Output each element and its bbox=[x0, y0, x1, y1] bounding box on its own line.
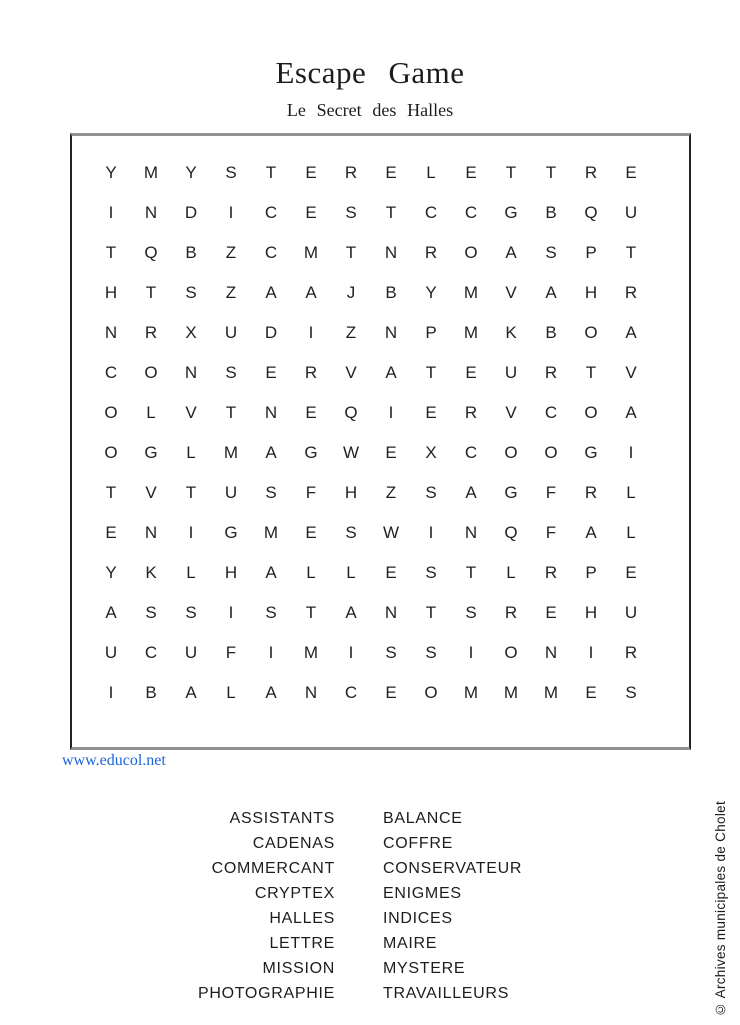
grid-cell: Z bbox=[225, 243, 237, 262]
grid-cell: E bbox=[305, 203, 317, 222]
grid-cell: R bbox=[624, 643, 638, 662]
grid-cell: K bbox=[145, 563, 157, 582]
grid-cell: X bbox=[185, 323, 197, 342]
grid-cell: A bbox=[625, 323, 637, 342]
grid-cell: N bbox=[144, 523, 158, 542]
grid-cell: H bbox=[344, 483, 358, 502]
grid-cell: M bbox=[143, 163, 159, 182]
grid-cell: A bbox=[265, 683, 277, 702]
grid-cell: O bbox=[464, 243, 478, 262]
grid-cell: T bbox=[105, 483, 117, 502]
grid-cell: Z bbox=[345, 323, 357, 342]
grid-cell: Y bbox=[425, 283, 437, 302]
grid-cell: L bbox=[346, 563, 356, 582]
grid-cell: T bbox=[425, 603, 437, 622]
grid-cell: Q bbox=[504, 523, 518, 542]
grid-cell: K bbox=[505, 323, 517, 342]
grid-cell: D bbox=[184, 203, 198, 222]
grid-cell: W bbox=[382, 523, 400, 542]
grid-cell: T bbox=[505, 163, 517, 182]
grid-cell: T bbox=[305, 603, 317, 622]
grid-cell: G bbox=[504, 203, 518, 222]
grid-cell: U bbox=[104, 643, 118, 662]
grid-cell: A bbox=[265, 443, 277, 462]
word-item: CADENAS bbox=[252, 835, 335, 852]
grid-cell: I bbox=[468, 643, 474, 662]
grid-cell: B bbox=[385, 283, 397, 302]
grid-cell: M bbox=[503, 683, 519, 702]
word-list-right-column bbox=[383, 806, 522, 1006]
grid-cell: S bbox=[265, 483, 277, 502]
grid-cell: S bbox=[185, 603, 197, 622]
grid-cell: V bbox=[505, 283, 517, 302]
grid-cell: O bbox=[504, 443, 518, 462]
word-list bbox=[80, 806, 522, 1006]
grid-cell: S bbox=[225, 163, 237, 182]
grid-cell: O bbox=[104, 403, 118, 422]
grid-cell: E bbox=[545, 603, 557, 622]
grid-cell: R bbox=[464, 403, 478, 422]
grid-cell: R bbox=[144, 323, 158, 342]
grid-cell: P bbox=[425, 323, 437, 342]
grid-cell: L bbox=[306, 563, 316, 582]
grid-cell: Y bbox=[105, 163, 117, 182]
grid-cell: S bbox=[145, 603, 157, 622]
grid-cell: S bbox=[425, 483, 437, 502]
grid-cell: I bbox=[108, 683, 114, 702]
word-item: TRAVAILLEURS bbox=[383, 985, 510, 1002]
grid-cell: N bbox=[144, 203, 158, 222]
grid-cell: C bbox=[144, 643, 158, 662]
grid-cell: E bbox=[425, 403, 437, 422]
grid-cell: N bbox=[544, 643, 558, 662]
grid-cell: M bbox=[303, 243, 319, 262]
grid-cell: V bbox=[185, 403, 197, 422]
grid-cell: R bbox=[424, 243, 438, 262]
grid-cell: N bbox=[384, 603, 398, 622]
grid-cell: S bbox=[545, 243, 557, 262]
grid-cell: R bbox=[344, 163, 358, 182]
grid-cell: E bbox=[385, 683, 397, 702]
grid-cell: R bbox=[544, 363, 558, 382]
grid-cell: F bbox=[225, 643, 237, 662]
grid-cell: E bbox=[385, 163, 397, 182]
grid-cell: Q bbox=[584, 203, 598, 222]
grid-cell: E bbox=[385, 563, 397, 582]
grid-cell: G bbox=[504, 483, 518, 502]
grid-cell: C bbox=[104, 363, 118, 382]
grid-cell: U bbox=[624, 203, 638, 222]
grid-cell: S bbox=[465, 603, 477, 622]
grid-cell: A bbox=[265, 283, 277, 302]
grid-cell: E bbox=[305, 403, 317, 422]
grid-cell: A bbox=[505, 243, 517, 262]
grid-cell: C bbox=[464, 203, 478, 222]
grid-cell: G bbox=[144, 443, 158, 462]
grid-cell: I bbox=[268, 643, 274, 662]
grid-cell: S bbox=[385, 643, 397, 662]
grid-cell: I bbox=[628, 443, 634, 462]
grid-cell: L bbox=[186, 443, 196, 462]
grid-cell: A bbox=[265, 563, 277, 582]
grid-cell: S bbox=[225, 363, 237, 382]
grid-cell: L bbox=[146, 403, 156, 422]
word-item: CONSERVATEUR bbox=[383, 860, 523, 877]
grid-cell: H bbox=[584, 283, 598, 302]
grid-cell: B bbox=[145, 683, 157, 702]
grid-cell: C bbox=[464, 443, 478, 462]
grid-cell: A bbox=[305, 283, 317, 302]
word-item: BALANCE bbox=[383, 810, 463, 827]
grid-cell: C bbox=[264, 243, 278, 262]
grid-cell: N bbox=[184, 363, 198, 382]
grid-cell: C bbox=[264, 203, 278, 222]
grid-cell: A bbox=[625, 403, 637, 422]
grid-cell: A bbox=[465, 483, 477, 502]
grid-cell: E bbox=[305, 523, 317, 542]
grid-cell: N bbox=[464, 523, 478, 542]
grid-cell: T bbox=[105, 243, 117, 262]
grid-cell: O bbox=[544, 443, 558, 462]
grid-cell: S bbox=[265, 603, 277, 622]
grid-cell: P bbox=[585, 563, 597, 582]
grid-cell: U bbox=[624, 603, 638, 622]
grid-cell: O bbox=[104, 443, 118, 462]
grid-cell: H bbox=[104, 283, 118, 302]
grid-cell: T bbox=[465, 563, 477, 582]
grid-cell: A bbox=[545, 283, 557, 302]
word-item: COMMERCANT bbox=[211, 860, 335, 877]
grid-cell: I bbox=[228, 603, 234, 622]
grid-cell: R bbox=[584, 483, 598, 502]
word-item: MYSTERE bbox=[383, 960, 466, 977]
word-item: LETTRE bbox=[269, 935, 335, 952]
grid-cell: L bbox=[186, 563, 196, 582]
grid-cell: S bbox=[185, 283, 197, 302]
grid-cell: G bbox=[304, 443, 318, 462]
grid-cell: M bbox=[463, 283, 479, 302]
grid-cell: S bbox=[425, 563, 437, 582]
page-subtitle: Le Secret des Halles bbox=[286, 100, 454, 120]
grid-cell: L bbox=[506, 563, 516, 582]
grid-cell: S bbox=[345, 523, 357, 542]
grid-cell: V bbox=[505, 403, 517, 422]
grid-cell: U bbox=[224, 483, 238, 502]
grid-cell: R bbox=[624, 283, 638, 302]
grid-cell: V bbox=[145, 483, 157, 502]
grid-cell: I bbox=[308, 323, 314, 342]
grid-cell: N bbox=[384, 323, 398, 342]
grid-cell: D bbox=[264, 323, 278, 342]
grid-cell: E bbox=[625, 563, 637, 582]
grid-cell: Q bbox=[344, 403, 358, 422]
grid-cell: E bbox=[625, 163, 637, 182]
word-item: ENIGMES bbox=[383, 885, 462, 902]
grid-cell: L bbox=[626, 483, 636, 502]
grid-cell: M bbox=[303, 643, 319, 662]
grid-cell: T bbox=[425, 363, 437, 382]
grid-cell: S bbox=[425, 643, 437, 662]
grid-cell: T bbox=[185, 483, 197, 502]
grid-cell: C bbox=[424, 203, 438, 222]
grid-cell: O bbox=[584, 403, 598, 422]
grid-cell: M bbox=[223, 443, 239, 462]
grid-cell: M bbox=[463, 683, 479, 702]
word-item: CRYPTEX bbox=[254, 885, 335, 902]
grid-cell: I bbox=[388, 403, 394, 422]
grid-cell: Y bbox=[105, 563, 117, 582]
grid-cell: T bbox=[385, 203, 397, 222]
grid-cell: Q bbox=[144, 243, 158, 262]
grid-cell: R bbox=[304, 363, 318, 382]
word-item: MAIRE bbox=[383, 935, 438, 952]
grid-cell: T bbox=[545, 163, 557, 182]
grid-cell: E bbox=[465, 363, 477, 382]
grid-cell: M bbox=[463, 323, 479, 342]
word-list-left-column bbox=[80, 806, 335, 1006]
grid-cell: W bbox=[342, 443, 360, 462]
grid-cell: A bbox=[385, 363, 397, 382]
word-item: HALLES bbox=[269, 910, 335, 927]
wordsearch-grid bbox=[70, 133, 691, 750]
grid-cell: A bbox=[345, 603, 357, 622]
page-title: Escape Game bbox=[275, 55, 465, 90]
grid-cell: N bbox=[304, 683, 318, 702]
grid-cell: C bbox=[544, 403, 558, 422]
grid-cell: A bbox=[105, 603, 117, 622]
grid-cell: U bbox=[224, 323, 238, 342]
grid-cell: A bbox=[585, 523, 597, 542]
grid-cell: T bbox=[265, 163, 277, 182]
grid-cell: G bbox=[584, 443, 598, 462]
grid-cell: V bbox=[625, 363, 637, 382]
grid-cell: I bbox=[348, 643, 354, 662]
grid-cell: B bbox=[545, 203, 557, 222]
grid-cell: H bbox=[224, 563, 238, 582]
word-item: ASSISTANTS bbox=[229, 810, 335, 827]
grid-cell: O bbox=[424, 683, 438, 702]
grid-cell: O bbox=[144, 363, 158, 382]
grid-cell: S bbox=[345, 203, 357, 222]
grid-cell: F bbox=[305, 483, 317, 502]
grid-cell: G bbox=[224, 523, 238, 542]
grid-cell: I bbox=[188, 523, 194, 542]
grid-cell: N bbox=[384, 243, 398, 262]
grid-cell: T bbox=[625, 243, 637, 262]
grid-cell: S bbox=[625, 683, 637, 702]
grid-cell: N bbox=[264, 403, 278, 422]
grid-cell: E bbox=[385, 443, 397, 462]
grid-cell: Y bbox=[185, 163, 197, 182]
grid-cell: R bbox=[504, 603, 518, 622]
word-item: COFFRE bbox=[383, 835, 453, 852]
educol-link[interactable]: www.educol.net bbox=[62, 752, 166, 769]
grid-cell: M bbox=[543, 683, 559, 702]
grid-cell: B bbox=[545, 323, 557, 342]
grid-cell: R bbox=[584, 163, 598, 182]
grid-cell: I bbox=[428, 523, 434, 542]
grid-cell: T bbox=[145, 283, 157, 302]
grid-cell: P bbox=[585, 243, 597, 262]
grid-cell: L bbox=[426, 163, 436, 182]
grid-cell: E bbox=[585, 683, 597, 702]
grid-cell: E bbox=[305, 163, 317, 182]
grid-cell: V bbox=[345, 363, 357, 382]
copyright-vertical: © Archives municipales de Cholet bbox=[713, 801, 728, 1017]
grid-cell: L bbox=[226, 683, 236, 702]
grid-cell: L bbox=[626, 523, 636, 542]
grid-cell: N bbox=[104, 323, 118, 342]
grid-cell: X bbox=[425, 443, 437, 462]
grid-cell: B bbox=[185, 243, 197, 262]
grid-cell: F bbox=[545, 523, 557, 542]
word-item: INDICES bbox=[383, 910, 453, 927]
grid-cell: I bbox=[108, 203, 114, 222]
grid-cell: T bbox=[585, 363, 597, 382]
grid-cell: A bbox=[185, 683, 197, 702]
grid-cell: U bbox=[504, 363, 518, 382]
grid-cell: E bbox=[465, 163, 477, 182]
word-item: PHOTOGRAPHIE bbox=[197, 985, 335, 1002]
word-item: MISSION bbox=[262, 960, 335, 977]
grid-cell: R bbox=[544, 563, 558, 582]
grid-cell: H bbox=[584, 603, 598, 622]
grid-cell: F bbox=[545, 483, 557, 502]
grid-cell: J bbox=[346, 283, 356, 302]
grid-cell: C bbox=[344, 683, 358, 702]
grid-cell: I bbox=[228, 203, 234, 222]
grid-cell: T bbox=[345, 243, 357, 262]
grid-cell: M bbox=[263, 523, 279, 542]
grid-cell: E bbox=[105, 523, 117, 542]
grid-cell: T bbox=[225, 403, 237, 422]
grid-cell: O bbox=[504, 643, 518, 662]
grid-cell: E bbox=[265, 363, 277, 382]
grid-cell: O bbox=[584, 323, 598, 342]
grid-cell: I bbox=[588, 643, 594, 662]
grid-cell: Z bbox=[385, 483, 397, 502]
grid-cell: U bbox=[184, 643, 198, 662]
grid-cell: Z bbox=[225, 283, 237, 302]
